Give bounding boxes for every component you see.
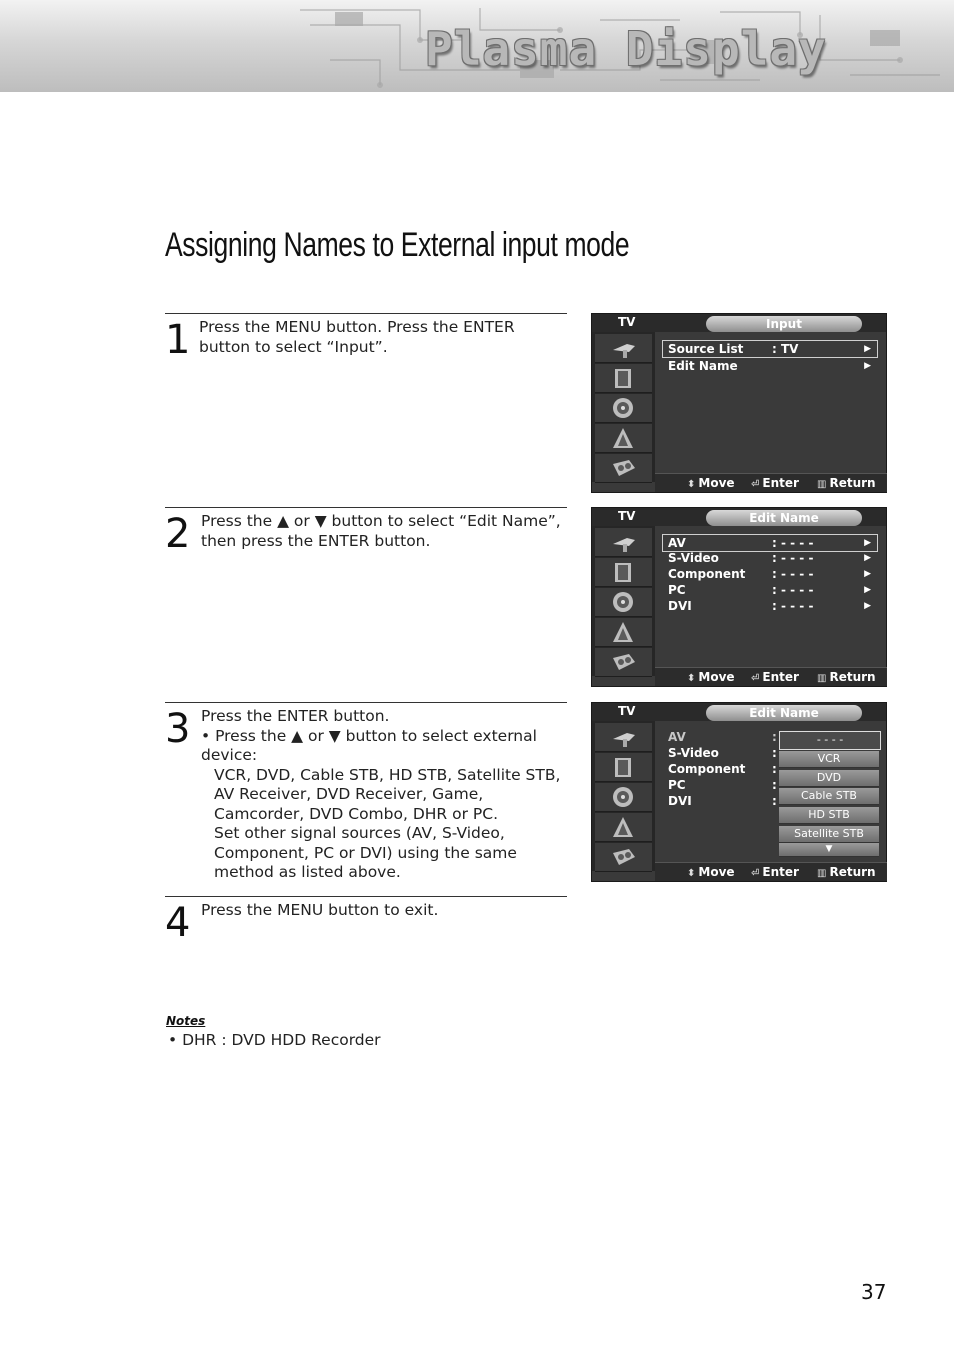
menu-item-dvi[interactable] [663,598,877,614]
menu-label: Component [668,567,746,581]
menu-label: AV [668,536,686,550]
dropdown-option-cable-stb[interactable]: Cable STB [779,788,879,805]
step-number: 4 [165,900,191,946]
menu-item-edit-name[interactable] [663,358,877,374]
osd-nav-bar [655,667,887,686]
menu-label: DVI [668,794,692,808]
step-number: 3 [165,706,191,752]
sound-icon[interactable] [595,394,652,423]
enter-icon: ⏎ [751,479,760,490]
arrow-right-icon: ▶ [864,601,871,611]
step-3 [165,702,567,893]
step-text: Press the MENU button. Press the ENTER button to select “Input”. [199,318,515,356]
menu-label: Edit Name [668,359,738,373]
menu-label: Source List [668,342,744,356]
menu-label: S-Video [668,746,719,760]
nav-move: ⬍ Move [687,670,735,684]
osd-title: Edit Name [749,511,819,525]
banner-title: Plasma Display [425,22,827,76]
menu-value: : [772,778,777,792]
input-icon[interactable] [595,528,652,557]
channel-icon[interactable] [595,813,652,842]
osd-screen-input [591,313,887,493]
menu-value: : - - - - [772,583,814,597]
enter-icon: ⏎ [751,868,760,879]
up-down-icon: ⬍ [687,868,696,879]
nav-return: ▥ Return [817,476,876,490]
nav-enter: ⏎ Enter [751,865,799,879]
arrow-right-icon: ▶ [864,585,871,595]
osd-title: Edit Name [749,706,819,720]
dropdown-option-vcr[interactable]: VCR [779,751,879,768]
nav-move: ⬍ Move [687,476,735,490]
menu-value: : - - - - [772,599,814,613]
step-text: Press the ▲ or ▼ button to select “Edit Name”, then press the ENTER button. [201,512,561,550]
header-banner [0,0,954,92]
osd-screen-edit-name-dropdown [591,702,887,882]
nav-return: ▥ Return [817,865,876,879]
page-number: 37 [861,1280,887,1304]
step-line: Set other signal sources (AV, S-Video, Component, PC or DVI) using the same method as listed above. [214,824,517,881]
step-number: 1 [165,317,191,363]
osd-menu [655,332,887,482]
picture-icon[interactable] [595,558,652,587]
menu-label: Component [668,762,746,776]
step-4 [165,896,567,997]
menu-value: : [772,746,777,760]
osd-nav-bar [655,473,887,492]
osd-sidebar [592,721,655,871]
up-down-icon: ⬍ [687,479,696,490]
osd-sidebar [592,332,655,482]
scroll-down-icon[interactable]: ▼ [779,843,879,857]
sound-icon[interactable] [595,588,652,617]
osd-header [592,314,886,332]
menu-label: S-Video [668,551,719,565]
page-title: Assigning Names to External input mode [165,226,630,264]
nav-return: ▥ Return [817,670,876,684]
menu-item-source-list[interactable] [662,340,878,358]
menu-item-component[interactable] [663,566,877,582]
menu-label: AV [668,730,686,744]
menu-value: : - - - - [772,536,814,550]
nav-enter: ⏎ Enter [751,476,799,490]
dropdown-option-dvd[interactable]: DVD [779,770,879,787]
step-text [201,707,571,883]
sound-icon[interactable] [595,783,652,812]
dropdown-option-satellite-stb[interactable]: Satellite STB [779,826,879,843]
osd-menu [655,526,887,676]
osd-mode-label: TV [618,509,636,523]
menu-icon: ▥ [817,673,827,684]
step-line: Press the ENTER button. [201,707,390,725]
input-icon[interactable] [595,334,652,363]
channel-icon[interactable] [595,424,652,453]
menu-item-s-video[interactable] [663,550,877,566]
menu-label: PC [668,583,686,597]
setup-icon[interactable] [595,454,652,483]
up-down-icon: ⬍ [687,673,696,684]
dropdown-current[interactable]: - - - - [779,731,881,750]
arrow-right-icon: ▶ [864,538,871,548]
step-text: Press the MENU button to exit. [201,901,439,919]
menu-value: : [772,730,777,744]
menu-icon: ▥ [817,479,827,490]
menu-value: : TV [772,342,799,356]
arrow-right-icon: ▶ [864,553,871,563]
channel-icon[interactable] [595,618,652,647]
arrow-right-icon: ▶ [864,344,871,354]
dropdown-option-hd-stb[interactable]: HD STB [779,807,879,824]
osd-screen-edit-name [591,507,887,687]
device-list: VCR, DVD, Cable STB, HD STB, Satellite STB, AV Receiver, DVD Receiver, Game, Camcorder, DVD Combo, DHR or PC. [214,765,561,823]
step-1 [165,313,567,504]
menu-value: : - - - - [772,551,814,565]
step-number: 2 [165,511,191,557]
osd-nav-bar [655,862,887,881]
notes-item: • DHR : DVD HDD Recorder [168,1031,381,1049]
menu-item-pc[interactable] [663,582,877,598]
menu-value: : - - - - [772,567,814,581]
nav-move: ⬍ Move [687,865,735,879]
step-bullet: • Press the ▲ or ▼ button to select external device: [201,726,537,764]
input-icon[interactable] [595,723,652,752]
osd-mode-label: TV [618,315,636,329]
picture-icon[interactable] [595,753,652,782]
notes-title: Notes [166,1014,206,1028]
step-2 [165,507,567,698]
arrow-right-icon: ▶ [864,569,871,579]
picture-icon[interactable] [595,364,652,393]
osd-title: Input [766,317,802,331]
menu-value: : [772,794,777,808]
osd-header [592,703,886,721]
osd-mode-label: TV [618,704,636,718]
osd-sidebar [592,526,655,676]
menu-label: DVI [668,599,692,613]
osd-header [592,508,886,526]
enter-icon: ⏎ [751,673,760,684]
nav-enter: ⏎ Enter [751,670,799,684]
arrow-right-icon: ▶ [864,361,871,371]
menu-value: : [772,762,777,776]
setup-icon[interactable] [595,648,652,677]
setup-icon[interactable] [595,843,652,872]
menu-label: PC [668,778,686,792]
menu-icon: ▥ [817,868,827,879]
